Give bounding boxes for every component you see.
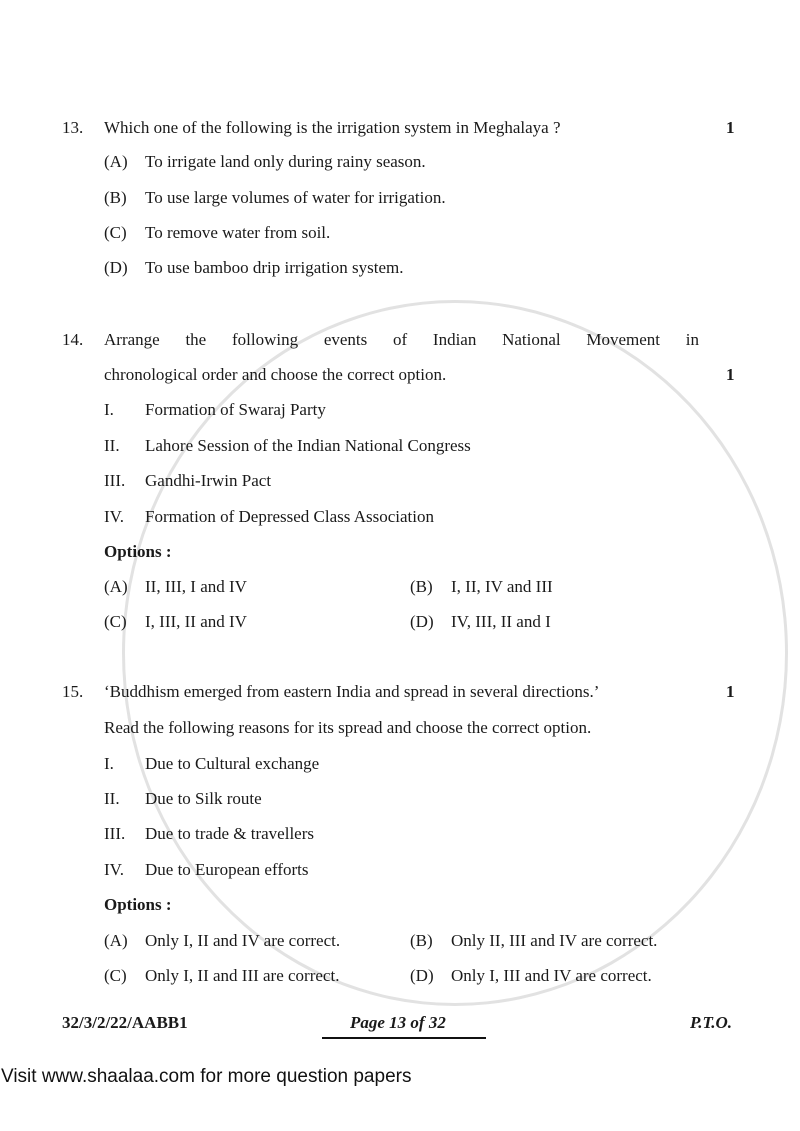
- question-marks: 1: [726, 365, 735, 384]
- option-label: (A): [104, 152, 128, 171]
- option-label: (B): [410, 931, 433, 950]
- item-label: II.: [104, 436, 120, 455]
- option-label: (A): [104, 931, 128, 950]
- item-text: Formation of Depressed Class Association: [145, 507, 434, 526]
- option-label: (B): [104, 188, 127, 207]
- visit-banner: Visit www.shaalaa.com for more question papers: [1, 1066, 412, 1087]
- option-label: (D): [410, 966, 434, 985]
- item-label: III.: [104, 824, 126, 843]
- option-text: To use bamboo drip irrigation system.: [145, 258, 404, 277]
- item-label: IV.: [104, 507, 124, 526]
- question-text-line2: Read the following reasons for its spread and choose the correct option.: [104, 718, 592, 737]
- question-marks: 1: [726, 118, 735, 137]
- question-number: 15.: [62, 682, 84, 701]
- option-text: Only I, II and III are correct.: [145, 966, 340, 985]
- question-marks: 1: [726, 682, 735, 701]
- question-text-line1: ‘Buddhism emerged from eastern India and spread in several directions.’: [104, 682, 600, 701]
- question-text-line1: Arrange the following events of Indian National Movement in: [104, 330, 699, 349]
- option-text: To use large volumes of water for irrigation.: [145, 188, 446, 207]
- option-text: Only I, II and IV are correct.: [145, 931, 341, 950]
- page-number-underline: [322, 1037, 486, 1039]
- option-text: II, III, I and IV: [145, 577, 247, 596]
- option-label: (C): [104, 612, 127, 631]
- option-label: (C): [104, 966, 127, 985]
- item-text: Due to Silk route: [145, 789, 262, 808]
- question-number: 13.: [62, 118, 84, 137]
- option-label: (B): [410, 577, 433, 596]
- page-number: Page 13 of 32: [350, 1013, 446, 1032]
- item-text: Due to European efforts: [145, 860, 309, 879]
- option-text: Only II, III and IV are correct.: [451, 931, 658, 950]
- options-heading: Options :: [104, 542, 172, 561]
- item-label: III.: [104, 471, 126, 490]
- option-text: I, III, II and IV: [145, 612, 247, 631]
- option-text: I, II, IV and III: [451, 577, 553, 596]
- item-text: Lahore Session of the Indian National Congress: [145, 436, 471, 455]
- question-text-line2: chronological order and choose the correct option.: [104, 365, 447, 384]
- item-label: II.: [104, 789, 120, 808]
- option-text: Only I, III and IV are correct.: [451, 966, 652, 985]
- paper-code: 32/3/2/22/AABB1: [62, 1013, 188, 1032]
- question-text: Which one of the following is the irrigation system in Meghalaya ?: [104, 118, 561, 137]
- item-text: Due to trade & travellers: [145, 824, 314, 843]
- options-heading: Options :: [104, 895, 172, 914]
- item-text: Due to Cultural exchange: [145, 754, 320, 773]
- item-label: IV.: [104, 860, 124, 879]
- option-text: To remove water from soil.: [145, 223, 331, 242]
- option-label: (A): [104, 577, 128, 596]
- option-label: (C): [104, 223, 127, 242]
- option-label: (D): [104, 258, 128, 277]
- option-text: IV, III, II and I: [451, 612, 551, 631]
- pto-label: P.T.O.: [690, 1013, 733, 1032]
- item-text: Formation of Swaraj Party: [145, 400, 326, 419]
- item-label: I.: [104, 754, 114, 773]
- option-text: To irrigate land only during rainy season.: [145, 152, 426, 171]
- option-label: (D): [410, 612, 434, 631]
- item-text: Gandhi-Irwin Pact: [145, 471, 272, 490]
- question-number: 14.: [62, 330, 84, 349]
- item-label: I.: [104, 400, 114, 419]
